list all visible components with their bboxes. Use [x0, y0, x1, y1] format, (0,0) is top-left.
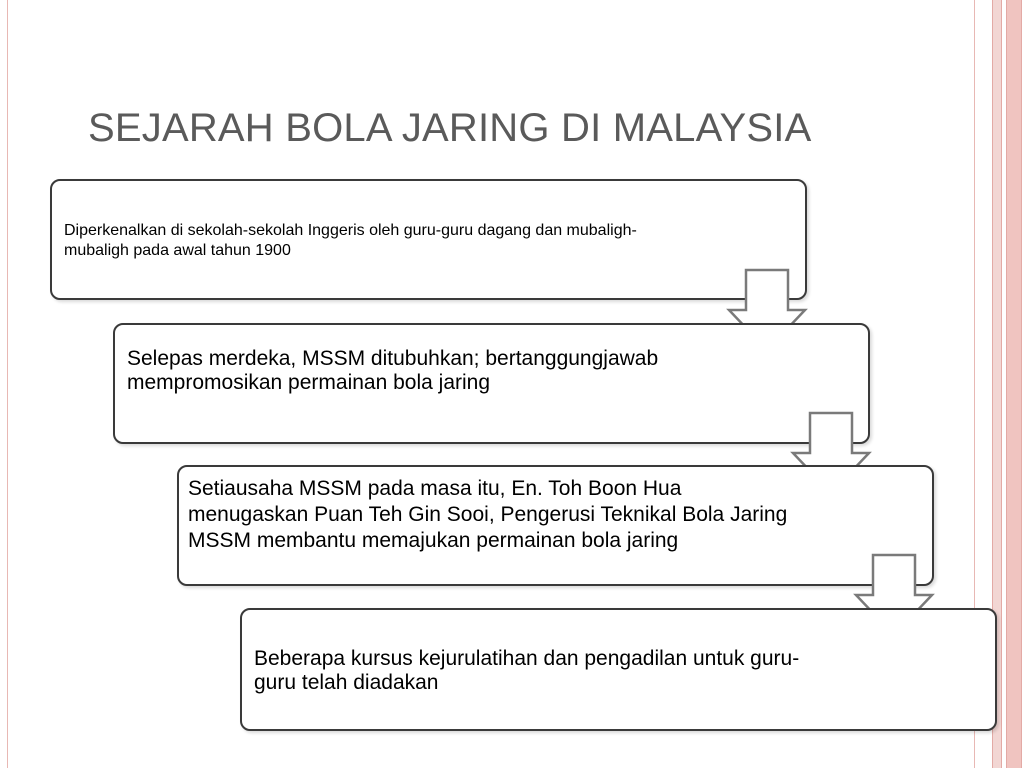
- process-step-2-text: Selepas merdeka, MSSM ditubuhkan; bertanggungjawab mempromosikan permainan bola jaring: [127, 347, 659, 394]
- process-step-1: [50, 179, 807, 300]
- slide-title: SEJARAH BOLA JARING DI MALAYSIA: [88, 106, 812, 150]
- process-step-4-text: Beberapa kursus kejurulatihan dan pengadilan untuk guru-guru telah diadakan: [254, 647, 800, 694]
- process-step-2: [113, 323, 870, 444]
- process-step-1-text: Diperkenalkan di sekolah-sekolah Inggeris oleh guru-guru dagang dan mubaligh-mubaligh pada awal tahun 1900: [64, 222, 637, 259]
- process-step-3: [177, 465, 934, 586]
- accent-stripe-wide: [1006, 0, 1022, 768]
- process-step-4: [240, 608, 997, 731]
- process-step-3-text: Setiausaha MSSM pada masa itu, En. Toh Boon Hua menugaskan Puan Teh Gin Sooi, Pengerusi Teknikal Bola Jaring MSSM membantu memajukan permainan bola jaring: [188, 477, 788, 552]
- slide-frame-left-line: [7, 0, 8, 768]
